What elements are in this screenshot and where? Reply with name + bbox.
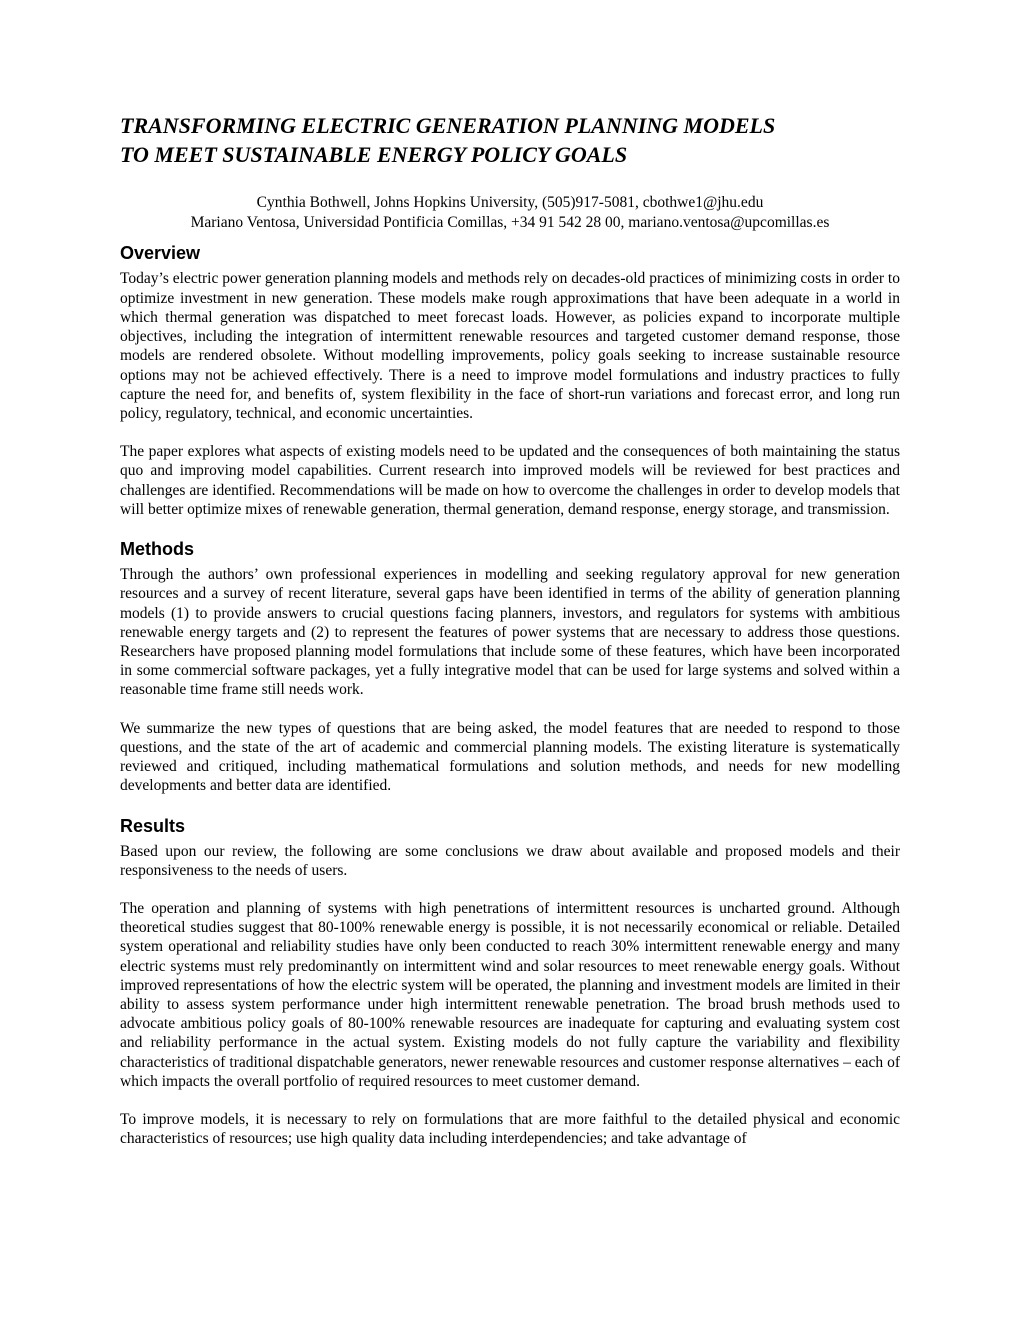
author-line-1: Cynthia Bothwell, Johns Hopkins University, (505)917-5081, cbothwe1@jhu.edu [256,194,764,212]
results-paragraph-3: To improve models, it is necessary to rely on formulations that are more faithful to the detailed physical and economic characteristics of resources; use high quality data including interdependencies; and take advantage of [120,1111,900,1148]
section-overview [120,243,900,519]
methods-paragraph-2: We summarize the new types of questions that are being asked, the model features that are needed to respond to those questions, and the state of the art of academic and commercial planning models. The existing literature is systematically reviewed and critiqued, including mathematical formulations and solution methods, and needs for new modelling developments and better data are identified. [120,719,900,795]
section-methods [120,539,900,795]
overview-paragraph-1: Today’s electric power generation planning models and methods rely on decades-old practices of minimizing costs in order to optimize investment in new generation. These models make rough approximations that have been adequate in a world in which thermal generation was dispatched to meet forecast loads. However, as policies expand to incorporate multiple objectives, including the integration of intermittent renewable resources and targeted customer demand response, those models are rendered obsolete. Without modelling improvements, policy goals seeking to increase sustainable resource options may not be achieved effectively. There is a need to improve model formulations and industry practices to fully capture the need for, and benefits of, system flexibility in the face of short-run variations and forecast error, and long run policy, regulatory, technical, and economic uncertainties. [120,270,900,422]
section-heading-methods: Methods [120,539,194,560]
results-paragraph-2: The operation and planning of systems with high penetrations of intermittent resources is uncharted ground. Although theoretical studies suggest that 80-100% renewable energy is possible, it is not necessarily economical or reliable. Detailed system operational and reliability studies have only been conducted to reach 30% intermittent renewable energy and many electric systems must rely predominantly on intermittent wind and solar resources to meet renewable energy goals. Without improved representations of how the electric system will be operated, the planning and investment models are limited in their ability to assess system performance under high intermittent renewable penetration. The broad brush methods used to advocate ambitious policy goals of 80-100% renewable resources are inadequate for capturing and evaluating system cost and reliability performance in the actual system. Existing models do not fully capture the variability and flexibility characteristics of traditional dispatchable generators, newer renewable resources and customer response alternatives – each of which impacts the overall portfolio of required resources to meet customer demand. [120,899,900,1090]
methods-paragraph-1: Through the authors’ own professional experiences in modelling and seeking regulatory approval for new generation resources and a survey of recent literature, several gaps have been identified in terms of the ability of generation planning models (1) to provide answers to crucial questions facing planners, investors, and regulators for systems with ambitious renewable energy targets and (2) to represent the features of power systems that are necessary to address those questions. Researchers have proposed planning model formulations that include some of these features, which have been incorporated in some commercial software packages, yet a fully integrative model that can be used for large systems and solved within a reasonable time frame still needs work. [120,566,900,699]
section-heading-results: Results [120,815,186,836]
section-results [120,816,900,1149]
section-heading-overview: Overview [120,243,201,264]
results-paragraph-1: Based upon our review, the following are some conclusions we draw about available and proposed models and their responsiveness to the needs of users. [120,842,900,879]
title-line-1: TRANSFORMING ELECTRIC GENERATION PLANNING MODELS [120,113,776,138]
author-line-2: Mariano Ventosa, Universidad Pontificia Comillas, +34 91 542 28 00, mariano.ventosa@upcomillas.es [190,214,830,232]
overview-paragraph-2: The paper explores what aspects of existing models need to be updated and the consequences of both maintaining the status quo and improving model capabilities. Current research into improved models will be reviewed for best practices and challenges are identified. Recommendations will be made on how to overcome the challenges in order to develop models that will better optimize mixes of renewable generation, thermal generation, demand response, energy storage, and transmission. [120,443,900,518]
paper-title [120,112,900,169]
title-line-2: TO MEET SUSTAINABLE ENERGY POLICY GOALS [120,141,628,167]
author-block [120,193,900,233]
